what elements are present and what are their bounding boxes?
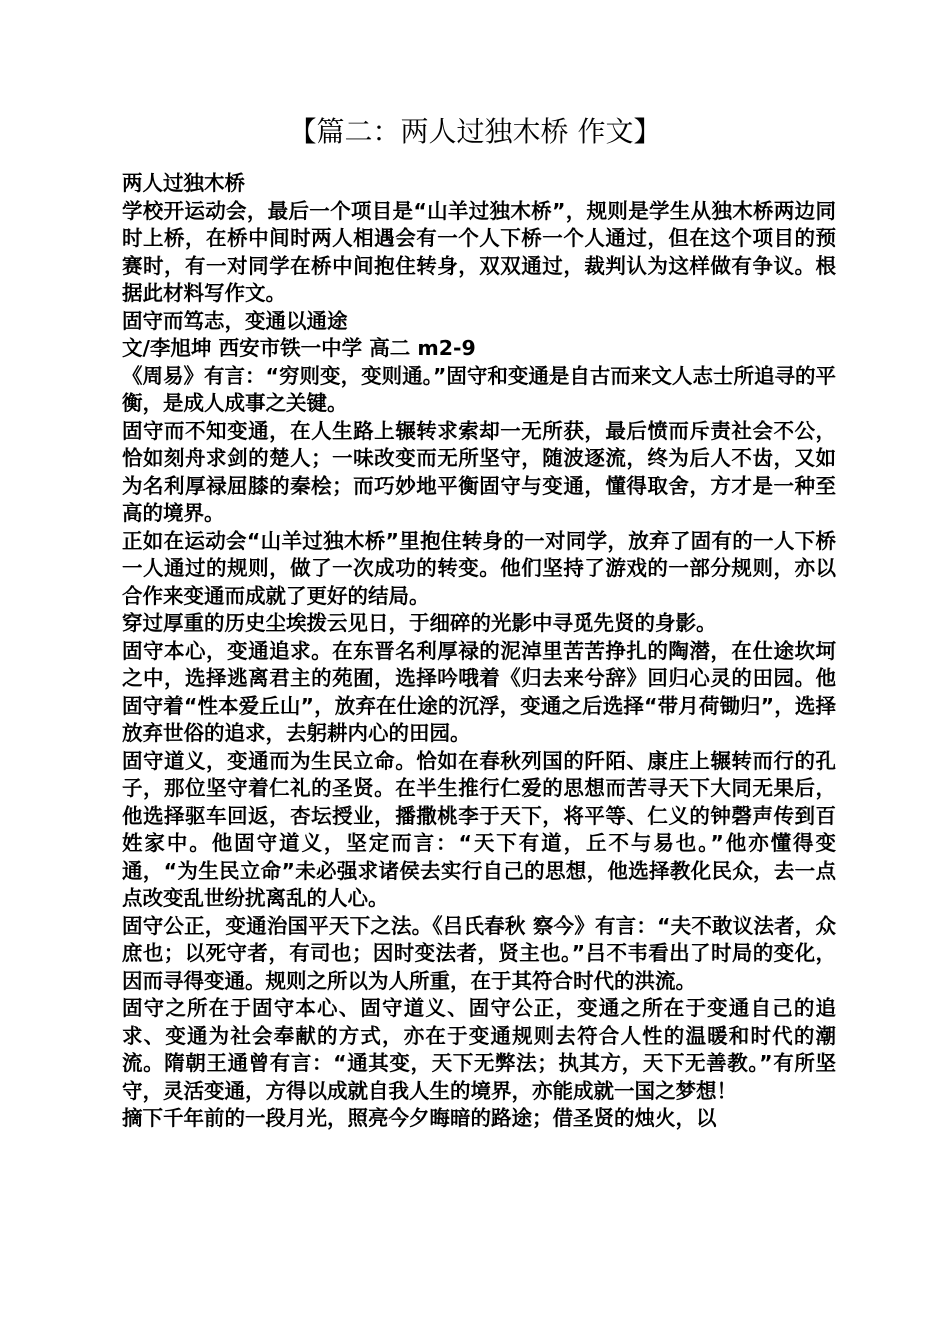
paragraph: 学校开运动会，最后一个项目是“山羊过独木桥”，规则是学生从独木桥两边同时上桥，在桥中间时两人相遇会有一个人下桥一个人通过，但在这个项目的预赛时，有一对同学在桥中间抱住转身，双双通过，裁判认为这样做有争议。根据此材料写作文。 bbox=[122, 198, 836, 305]
paragraph: 穿过厚重的历史尘埃拨云见日，于细碎的光影中寻觅先贤的身影。 bbox=[122, 611, 717, 635]
document-title: 【篇二：两人过独木桥 作文】 bbox=[288, 115, 662, 148]
paragraph: 固守本心，变通追求。在东晋名利厚禄的泥淖里苦苦挣扎的陶潜，在仕途坎坷之中，选择逃离君主的苑囿，选择吟哦着《归去来兮辞》回归心灵的田园。他固守着“性本爱丘山”，放弃在仕途的沉浮，变通之后选择“带月荷锄归”，选择放弃世俗的追求，去躬耕内心的田园。 bbox=[122, 638, 836, 745]
paragraph: 固守道义，变通而为生民立命。恰如在春秋列国的阡陌、康庄上辗转而行的孔子，那位坚守着仁礼的圣贤。在半生推行仁爱的思想而苦寻天下大同无果后，他选择驱车回返，杏坛授业，播撒桃李于天下，将平等、仁义的钟磬声传到百姓家中。他固守道义，坚定而言：“天下有道，丘不与易也。”他亦懂得变通，“为生民立命”未必强求诸侯去实行自己的思想，他选择教化民众，去一点点改变乱世纷扰离乱的人心。 bbox=[122, 748, 836, 910]
paragraph: 固守公正，变通治国平天下之法。《吕氏春秋 察今》有言：“夫不敢议法者，众庶也；以死守者，有司也；因时变法者，贤主也。”吕不韦看出了时局的变化，因而寻得变通。规则之所以为人所重，在于其符合时代的洪流。 bbox=[122, 913, 836, 993]
paragraph: 固守而笃志，变通以通途 bbox=[122, 308, 348, 333]
paragraph: 正如在运动会“山羊过独木桥”里抱住转身的一对同学，放弃了固有的一人下桥一人通过的规则，做了一次成功的转变。他们坚持了游戏的一部分规则，亦以合作来变通而成就了更好的结局。 bbox=[122, 528, 836, 608]
paragraph: 固守而不知变通，在人生路上辗转求索却一无所获，最后愤而斥责社会不公，恰如刻舟求剑的楚人；一味改变而无所坚守，随波逐流，终为后人不齿，又如为名利厚禄屈膝的秦桧；而巧妙地平衡固守与变通，懂得取舍，方才是一种至高的境界。 bbox=[122, 418, 836, 525]
paragraph: 摘下千年前的一段月光，照亮今夕晦暗的路途；借圣贤的烛火，以 bbox=[122, 1106, 717, 1130]
document-body bbox=[116, 170, 836, 1133]
paragraph: 两人过独木桥 bbox=[122, 171, 245, 195]
paragraph: 《周易》有言：“穷则变，变则通。”固守和变通是自古而来文人志士所追寻的平衡，是成人成事之关键。 bbox=[122, 363, 836, 415]
paragraph: 文/李旭坤 西安市铁一中学 高二 m2-9 bbox=[122, 336, 476, 360]
paragraph: 固守之所在于固守本心、固守道义、固守公正，变通之所在于变通自己的追求、变通为社会奉献的方式，亦在于变通规则去符合人性的温暖和时代的潮流。隋朝王通曾有言：“通其变，天下无弊法；执其方，天下无善教。”有所坚守，灵活变通，方得以成就自我人生的境界，亦能成就一国之梦想！ bbox=[122, 996, 836, 1103]
